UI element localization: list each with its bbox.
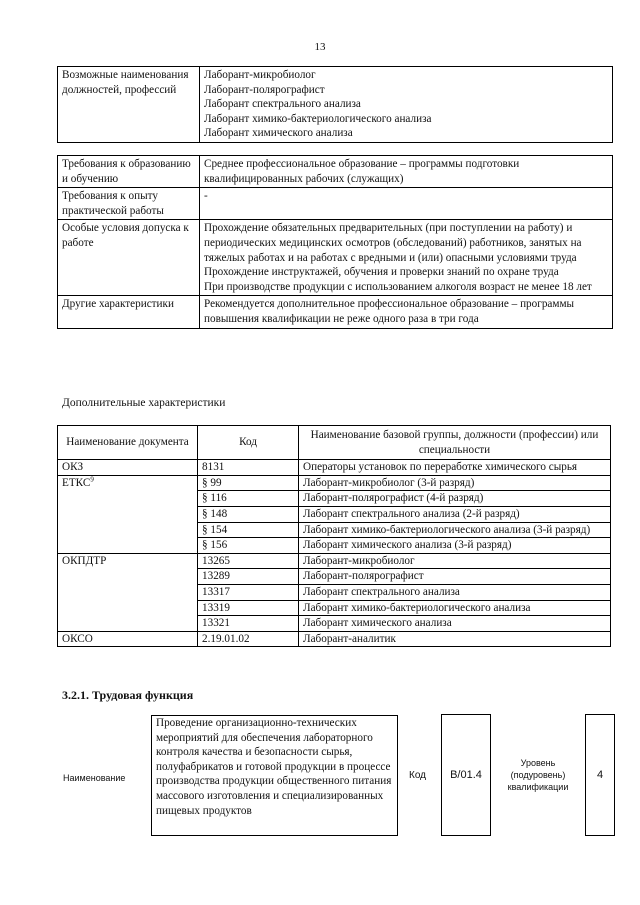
additional-table: [57, 425, 611, 647]
name-cell: Лаборант химического анализа (3-й разряд): [299, 538, 611, 554]
positions-list: [200, 67, 613, 143]
col-doc-header: Наименование документа: [58, 426, 198, 460]
admission-item: При производстве продукции с использованием алкоголя возраст не менее 18 лет: [204, 280, 592, 293]
code-cell: 13321: [198, 616, 299, 632]
footnote-marker: 9: [90, 475, 94, 484]
position-item: Лаборант химико-бактериологического анализа: [204, 112, 432, 125]
doc-cell: ОКЗ: [58, 460, 198, 476]
table-row: [58, 460, 611, 476]
other-label: Другие характеристики: [58, 296, 200, 328]
doc-name: ЕТКС: [62, 476, 91, 489]
table-row: [58, 538, 611, 554]
doc-cell: ОКСО: [58, 631, 198, 647]
admission-item: Прохождение обязательных предварительных (при поступлении на работу) и периодических медицинских осмотров (обследований) работников, занятых на тяжелых работах и на работах с вредными и (или) опасными условиями труда: [204, 222, 582, 264]
position-item: Лаборант-полярографист: [204, 83, 325, 96]
education-value: Среднее профессиональное образование – программы подготовки квалифицированных рабочих (служащих): [200, 156, 613, 188]
position-item: Лаборант химического анализа: [204, 127, 353, 140]
code-cell: 8131: [198, 460, 299, 476]
code-cell: 13317: [198, 584, 299, 600]
table-row: [58, 569, 611, 585]
name-cell: Лаборант-микробиолог (3-й разряд): [299, 475, 611, 491]
code-cell: § 154: [198, 522, 299, 538]
table-row: [58, 506, 611, 522]
positions-table: [57, 66, 613, 143]
positions-label: Возможные наименования должностей, профессий: [58, 67, 200, 143]
position-item: Лаборант-микробиолог: [204, 69, 316, 81]
doc-cell: [58, 475, 198, 491]
code-cell: § 148: [198, 506, 299, 522]
code-cell: 13319: [198, 600, 299, 616]
experience-label: Требования к опыту практической работы: [58, 188, 200, 220]
name-cell: Лаборант химического анализа: [299, 616, 611, 632]
table-row: [58, 553, 611, 569]
code-cell: § 116: [198, 491, 299, 507]
section-title: 3.2.1. Трудовая функция: [62, 688, 194, 702]
code-cell: 13265: [198, 553, 299, 569]
table-row: [58, 475, 611, 491]
name-cell: Лаборант химико-бактериологического анализа (3-й разряд): [299, 522, 611, 538]
code-cell: 13289: [198, 569, 299, 585]
doc-cell: ОКПДТР: [58, 553, 198, 569]
function-name-value: Проведение организационно-технических мероприятий для обеспечения лабораторного контроля качества и безопасности сырья, полуфабрикатов и готовой продукции в процессе производства продукции общественного питания массового изготовления и специализированных пищевых продуктов: [151, 715, 398, 836]
name-cell: Лаборант-микробиолог: [299, 553, 611, 569]
table-row: [58, 616, 611, 632]
admission-value: [200, 220, 613, 296]
name-cell: Операторы установок по переработке химического сырья: [299, 460, 611, 476]
table-row: [58, 491, 611, 507]
function-code-value: В/01.4: [441, 714, 491, 836]
education-label: Требования к образованию и обучению: [58, 156, 200, 188]
position-item: Лаборант спектрального анализа: [204, 98, 361, 111]
table-row: [58, 631, 611, 647]
function-code-label: Код: [409, 770, 427, 781]
name-cell: Лаборант спектрального анализа: [299, 584, 611, 600]
requirements-table: [57, 155, 613, 329]
function-name-label: Наименование: [63, 773, 126, 783]
page-number: 13: [314, 41, 326, 53]
code-cell: § 156: [198, 538, 299, 554]
name-cell: Лаборант спектрального анализа (2-й разряд): [299, 506, 611, 522]
table-row: [58, 584, 611, 600]
name-cell: Лаборант-аналитик: [299, 631, 611, 647]
name-cell: Лаборант-полярографист: [299, 569, 611, 585]
admission-label: Особые условия допуска к работе: [58, 220, 200, 296]
experience-value: -: [200, 188, 613, 220]
qualification-level-label: Уровень (подуровень) квалификации: [507, 758, 569, 792]
table-row: [58, 522, 611, 538]
code-cell: § 99: [198, 475, 299, 491]
admission-item: Прохождение инструктажей, обучения и проверки знаний по охране труда: [204, 266, 559, 279]
table-row: [58, 600, 611, 616]
name-cell: Лаборант-полярографист (4-й разряд): [299, 491, 611, 507]
col-name-header: Наименование базовой группы, должности (профессии) или специальности: [299, 426, 611, 460]
additional-heading: Дополнительные характеристики: [62, 397, 226, 409]
other-value: Рекомендуется дополнительное профессиональное образование – программы повышения квалификации не реже одного раза в три года: [200, 296, 613, 328]
col-code-header: Код: [198, 426, 299, 460]
qualification-level-value: 4: [585, 714, 615, 836]
name-cell: Лаборант химико-бактериологического анализа: [299, 600, 611, 616]
code-cell: 2.19.01.02: [198, 631, 299, 647]
